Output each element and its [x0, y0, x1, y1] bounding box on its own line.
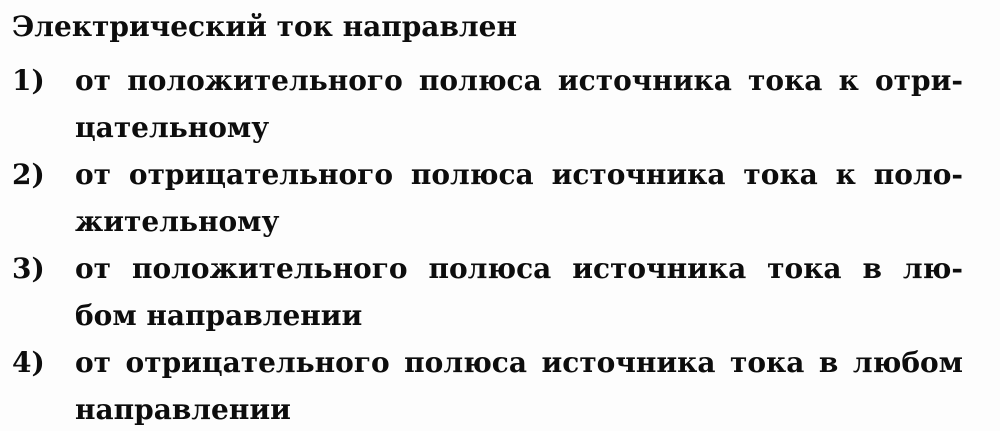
option-number: 3) — [12, 252, 45, 285]
option-row-2 — [12, 151, 963, 245]
option-text — [75, 57, 963, 151]
option-line: от отрицательного полюса источника тока к поло- — [75, 158, 963, 191]
option-line: от отрицательного полюса источника тока в любом — [75, 346, 963, 379]
option-line: направлении — [75, 393, 291, 426]
option-line: бом направлении — [75, 299, 363, 332]
option-line: цательному — [75, 111, 270, 144]
option-text — [75, 339, 963, 431]
option-number: 2) — [12, 158, 45, 191]
option-text — [75, 245, 963, 339]
option-row-4 — [12, 339, 963, 431]
option-line: жительному — [75, 205, 280, 238]
option-row-3 — [12, 245, 963, 339]
question-title: Электрический ток направлен — [12, 10, 517, 43]
option-number: 4) — [12, 346, 45, 379]
option-line: от положительного полюса источника тока к отри- — [75, 64, 963, 97]
option-text — [75, 151, 963, 245]
option-number: 1) — [12, 64, 45, 97]
option-line: от положительного полюса источника тока в лю- — [75, 252, 963, 285]
option-row-1 — [12, 57, 963, 151]
options-list — [12, 57, 963, 431]
